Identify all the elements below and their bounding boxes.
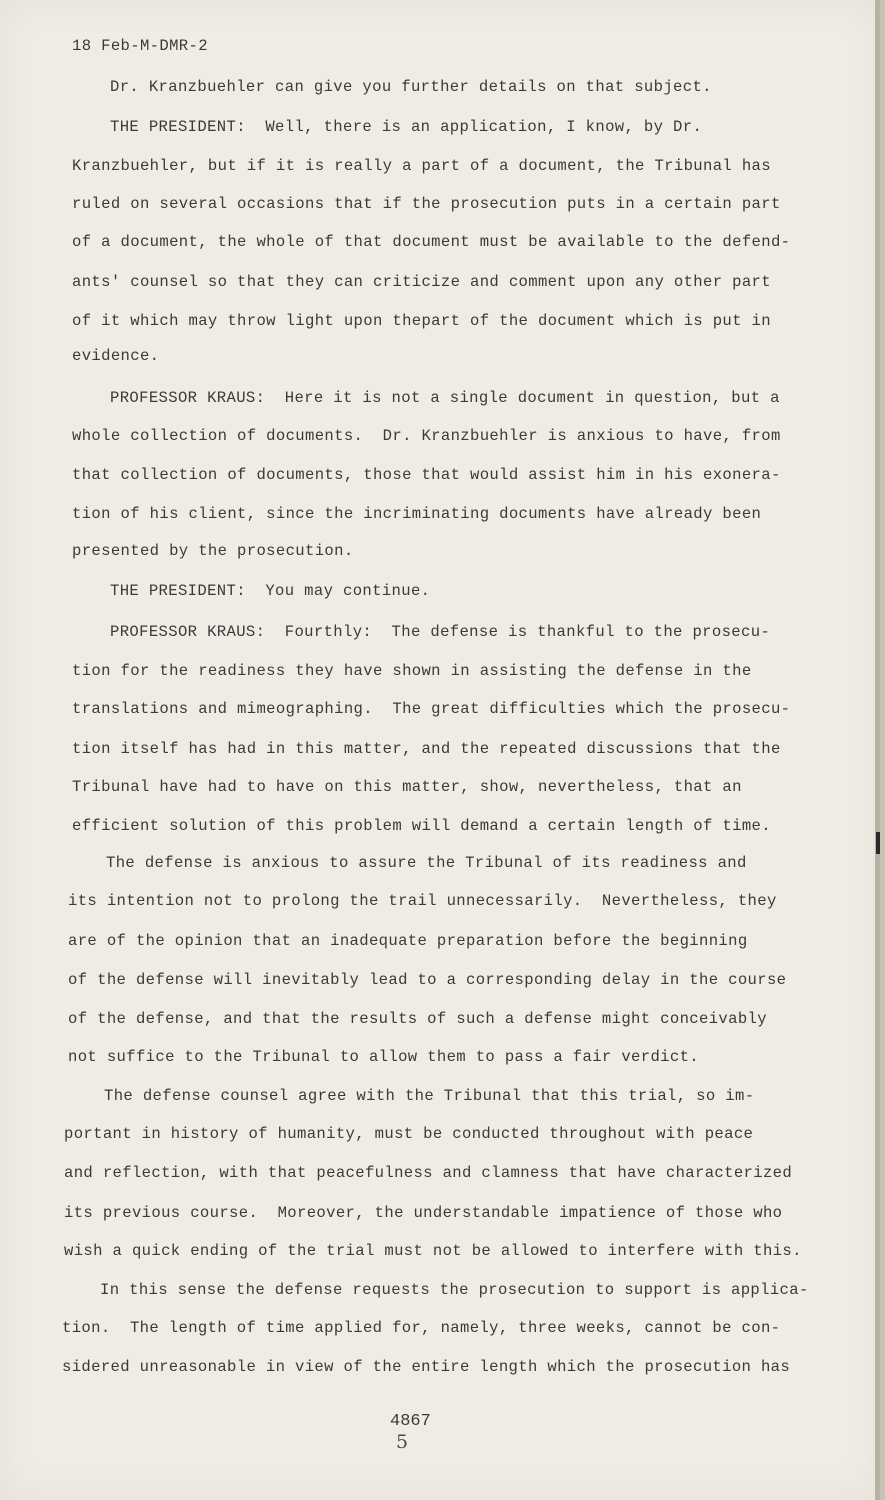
text-line: of a document, the whole of that document must be available to the defend- — [72, 233, 791, 251]
text-line: PROFESSOR KRAUS: Here it is not a single document in question, but a — [110, 389, 780, 407]
text-line: tion for the readiness they have shown in assisting the defense in the — [72, 662, 752, 680]
text-line: wish a quick ending of the trial must not be allowed to interfere with this. — [64, 1242, 802, 1260]
text-line: efficient solution of this problem will demand a certain length of time. — [72, 817, 771, 835]
text-line: THE PRESIDENT: You may continue. — [110, 582, 431, 600]
text-line: Kranzbuehler, but if it is really a part of a document, the Tribunal has — [72, 157, 771, 175]
text-line: Tribunal have had to have on this matter, show, nevertheless, that an — [72, 778, 742, 796]
text-line: ruled on several occasions that if the prosecution puts in a certain part — [72, 195, 781, 213]
text-line: its previous course. Moreover, the understandable impatience of those who — [64, 1204, 783, 1222]
text-line: translations and mimeographing. The great difficulties which the prosecu- — [72, 700, 791, 718]
text-line: not suffice to the Tribunal to allow them to pass a fair verdict. — [68, 1048, 700, 1066]
text-line: its intention not to prolong the trail unnecessarily. Nevertheless, they — [68, 892, 777, 910]
text-line: tion of his client, since the incriminating documents have already been — [72, 505, 762, 523]
text-line: Dr. Kranzbuehler can give you further details on that subject. — [110, 78, 712, 96]
text-line: of the defense, and that the results of such a defense might conceivably — [68, 1010, 767, 1028]
text-line: presented by the prosecution. — [72, 542, 354, 560]
text-line: tion. The length of time applied for, namely, three weeks, cannot be con- — [62, 1319, 781, 1337]
text-line: sidered unreasonable in view of the entire length which the prosecution has — [62, 1358, 791, 1376]
text-line: ants' counsel so that they can criticize and comment upon any other part — [72, 273, 771, 291]
text-line: of the defense will inevitably lead to a corresponding delay in the course — [68, 971, 787, 989]
text-line: THE PRESIDENT: Well, there is an application, I know, by Dr. — [110, 118, 703, 136]
text-line: tion itself has had in this matter, and the repeated discussions that the — [72, 740, 781, 758]
text-line: In this sense the defense requests the prosecution to support is applica- — [100, 1281, 809, 1299]
text-line: of it which may throw light upon thepart of the document which is put in — [72, 312, 771, 330]
text-line: and reflection, with that peacefulness and clamness that have characterized — [64, 1164, 793, 1182]
text-line: The defense counsel agree with the Tribunal that this trial, so im- — [104, 1087, 755, 1105]
text-line: are of the opinion that an inadequate preparation before the beginning — [68, 932, 748, 950]
text-line: evidence. — [72, 347, 160, 365]
text-line: PROFESSOR KRAUS: Fourthly: The defense is thankful to the prosecu- — [110, 623, 771, 641]
header-reference: 18 Feb-M-DMR-2 — [72, 37, 208, 55]
text-line: The defense is anxious to assure the Tribunal of its readiness and — [106, 854, 747, 872]
text-line: portant in history of humanity, must be conducted throughout with peace — [64, 1125, 754, 1143]
text-line: whole collection of documents. Dr. Kranzbuehler is anxious to have, from — [72, 427, 781, 445]
page-number-handwritten: 5 — [396, 1431, 409, 1453]
page-edge-mark — [876, 832, 880, 854]
page-number: 4867 — [390, 1412, 431, 1431]
text-line: that collection of documents, those that would assist him in his exonera- — [72, 466, 781, 484]
page-edge — [875, 0, 880, 1500]
